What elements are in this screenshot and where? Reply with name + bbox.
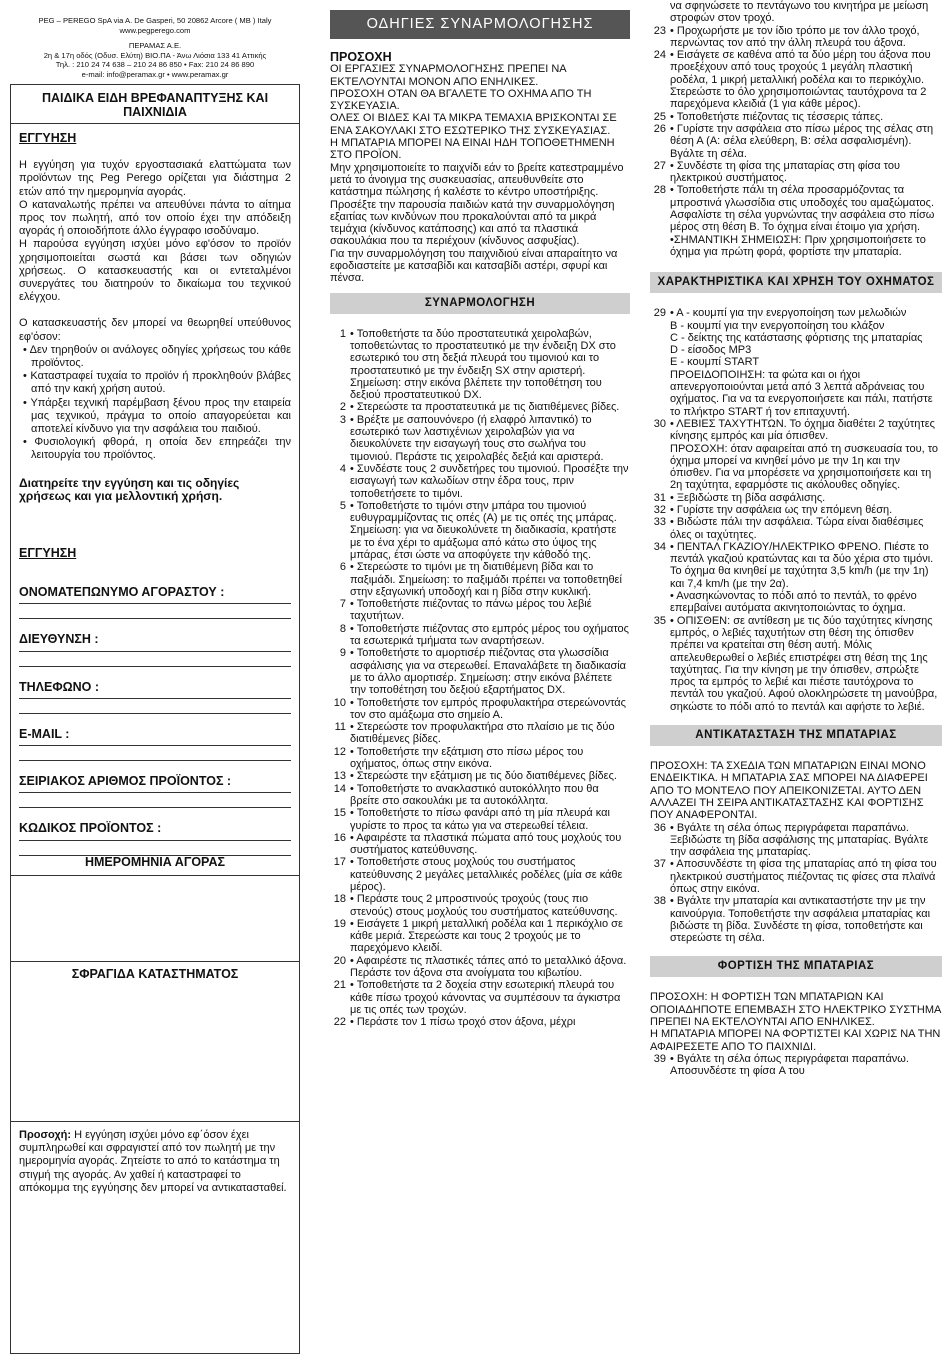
step-text: • Προχωρήστε με τον ίδιο τρόπο με τον άλλο τροχό, περνώντας τον από την άλλη πλευρά του άξονα. (670, 24, 920, 49)
form-field-line[interactable] (19, 604, 291, 619)
step-number: 19 (333, 917, 346, 930)
step-item (330, 1016, 630, 1028)
step-item (650, 615, 942, 713)
features-steps (650, 307, 942, 713)
caution-title: ΠΡΟΣΟΧΗ (330, 50, 392, 64)
step-text: • Τοποθετήστε τα 2 δοχεία στην εσωτερική πλευρά του κάθε πίσω τροχού κάνοντας να συμπέσουν τα άγκιστρα με τις οπές των τροχών. (350, 979, 621, 1016)
step-text: • Τοποθετήστε τον εμπρός προφυλακτήρα στερεώνοντάς τον στο αμάξωμα στο σημείο Α. (350, 696, 626, 721)
caution-line: ΟΙ ΕΡΓΑΣΙΕΣ ΣΥΝΑΡΜΟΛΟΓΗΣΗΣ ΠΡΕΠΕΙ ΝΑ ΕΚΤΕΛΟΥΝΤΑΙ ΜΟΝΟΝ ΑΠΟ ΕΝΗΛΙΚΕΣ. (330, 63, 567, 88)
step-number: 30 (653, 417, 666, 430)
assembly-heading: ΣΥΝΑΡΜΟΛΟΓΗΣΗ (330, 293, 630, 314)
form-field-label: E-MAIL : (19, 726, 70, 741)
caution-line: ΟΛΕΣ ΟΙ ΒΙΔΕΣ ΚΑΙ ΤΑ ΜΙΚΡΑ ΤΕΜΑΧΙΑ ΒΡΙΣΚΟΝΤΑΙ ΣΕ ΕΝΑ ΣΑΚΟΥΛΑΚΙ ΣΤΟ ΕΣΩΤΕΡΙΚΟ ΤΗΣ ΣΥΣΚΕΥΑΣΙΑΣ. (330, 112, 617, 137)
step-text: •ΣΗΜΑΝΤΙΚΗ ΣΗΜΕΙΩΣΗ: Πριν χρησιμοποιήσετε το όχημα για πρώτη φορά, φορτίστε την μπαταρία. (670, 233, 926, 258)
warranty-paragraph: Ο κατασκευαστής δεν μπορεί να θεωρηθεί υπεύθυνος εφ'όσον: (19, 317, 291, 343)
step-text: • Αφαιρέστε τις πλαστικές τάπες από το μεταλλικό άξονα. Περάστε τον άξονα στα ανοίγματα του κιβωτίου. (350, 954, 627, 980)
step-number: 6 (339, 561, 346, 574)
step-item (330, 463, 630, 500)
step-number: 38 (653, 895, 666, 908)
step-item (330, 414, 630, 463)
divider (11, 1121, 299, 1122)
charging-note: Η ΜΠΑΤΑΡΙΑ ΜΠΟΡΕΙ ΝΑ ΦΟΡΤΙΣΤΕΙ ΚΑΙ ΧΩΡΙΣ ΝΑ ΤΗΝ ΑΦΑΙΡΕΣΕΤΕ ΑΠΟ ΤΟ ΠΑΙΧΝΙΔΙ. (650, 1028, 941, 1053)
step-item (330, 918, 630, 955)
step-item (330, 955, 630, 980)
form-field-line[interactable] (19, 746, 291, 761)
step-item (330, 623, 630, 648)
step-text: • ΛΕΒΙΕΣ ΤΑΧΥΤΗΤΩΝ. Το όχημα διαθέτει 2 ταχύτητες κίνησης εμπρός και μία όπισθεν. ΠΡΟΣΟΧΗ: όταν αφαιρείται από τη συσκευασία του, το όχημα μπορεί να κινηθεί μόνο με την 1η και την όπισθεν. Για να μπορέσετε να χρησιμοποιήσετε και τη 2η ταχύτητα, εφαρμόστε τις ακόλουθες οδηγίες. (670, 417, 939, 492)
warranty-form-heading: ΕΓΓΥΗΣΗ (19, 546, 77, 561)
step-number: 15 (333, 807, 346, 820)
step-text: • Βγάλτε την μπαταρία και αντικαταστήστε την με την καινούργια. Τοποθετήστε την ασφάλεια μπαταρίας και βιδώστε τη βίδα. Συνδέστε τη φίσα, τοποθετήστε και στερεώστε τη σέλα. (670, 895, 931, 945)
exclusion-item: • Καταστραφεί τυχαία το προϊόν ή προκληθούν βλάβες από την κακή χρήση αυτού. (23, 370, 291, 396)
warranty-heading: ΕΓΓΥΗΣΗ (19, 131, 77, 145)
step-number: 39 (653, 1052, 666, 1065)
step-item (650, 49, 942, 110)
exclusion-item: • Φυσιολογική φθορά, η οποία δεν επηρεάζει την λειτουργία του προϊόντος. (23, 436, 291, 462)
step-item (650, 492, 942, 504)
exclusion-item: • Δεν τηρηθούν οι ανάλογες οδηγίες χρήσεως του κάθε προϊόντος. (23, 343, 291, 370)
warranty-paragraph: Η εγγύηση για τυχόν εργοστασιακά ελαττώματα των προϊόντων της Peg Perego ορίζεται για διάστημα 2 ετών από την ημερομηνία αγοράς. (19, 159, 291, 198)
step-item (650, 822, 942, 859)
step-item (330, 328, 630, 402)
step-number: 34 (653, 540, 666, 553)
step-item (650, 1053, 942, 1078)
step-number: 20 (333, 954, 346, 967)
step-number: 37 (653, 858, 666, 871)
step-number: 17 (333, 856, 346, 869)
step-item (650, 895, 942, 944)
step-item (330, 561, 630, 598)
form-field[interactable] (19, 728, 291, 761)
step-text: • Τοποθετήστε τα δύο προστατευτικά χειρολαβών, τοποθετώντας το προστατευτικό με την ένδειξη DX στο εσωτερικό του στη δεξιά πλευρά του τιμονιού και το προστατευτικό με την ένδειξη SX στην αριστερή. Σημείωση: στην εικόνα βλέπετε την τοποθέτηση του δεξιού προστατευτικού DX. (350, 327, 616, 402)
step-item (650, 234, 942, 259)
charging-heading: ΦΟΡΤΙΣΗ ΤΗΣ ΜΠΑΤΑΡΙΑΣ (650, 956, 942, 977)
step-item (650, 123, 942, 160)
step-item (330, 721, 630, 746)
step-text: • Τοποθετήστε πάλι τη σέλα προσαρμόζοντας τα μπροστινά γλωσσίδια στις υποδοχές του αμαξώματος. Ασφαλίστε τη σέλα γυρνώντας την ασφάλεια στο πίσω μέρος στη θέση Β. Το όχημα είναι έτοιμο για χρήση. (670, 184, 935, 234)
step-item (650, 25, 942, 50)
step-number: 31 (653, 491, 666, 504)
instructions-banner: ΟΔΗΓΙΕΣ ΣΥΝΑΡΜΟΛΟΓΗΣΗΣ (330, 10, 630, 39)
step-text: • Βιδώστε πάλι την ασφάλεια. Τώρα είναι διαθέσιμες όλες οι ταχύτητες. (670, 516, 924, 541)
warranty-exclusions-list (19, 344, 291, 463)
form-field-label: ΔΙΕΥΘΥΝΣΗ : (19, 632, 99, 647)
caution-line: Για την συναρμολόγηση του παιχνιδιού είναι απαραίτητο να εφοδιαστείτε με κατσαβίδι και κατσαβίδι αστέρι, σφυρί και πένσα. (330, 247, 618, 285)
step-number: 27 (653, 159, 666, 172)
purchase-date-heading: ΗΜΕΡΟΜΗΝΙΑ ΑΓΟΡΑΣ (84, 855, 225, 869)
step-item (650, 590, 942, 615)
step-item (650, 541, 942, 590)
step-text: • Γυρίστε την ασφάλεια ως την επόμενη θέση. (670, 503, 893, 516)
step-number: 3 (339, 413, 346, 426)
step-text: • Τοποθετήστε πιέζοντας στο εμπρός μέρος του οχήματος τα εσωτερικά τμήματα των αναρτήσεων. (350, 622, 629, 648)
step-item (330, 770, 630, 782)
keep-warranty-notice: Διατηρείτε την εγγύηση και τις οδηγίες χρήσεως και για μελλοντική χρήση. (19, 475, 240, 503)
form-field[interactable] (19, 681, 291, 714)
form-field-label: ΚΩΔΙΚΟΣ ΠΡΟΪΟΝΤΟΣ : (19, 821, 162, 836)
step-number: 28 (653, 184, 666, 197)
step-text: • Τοποθετήστε το αμορτισέρ πιέζοντας στα γλωσσίδια ασφάλισης για να στερεωθεί. Επαναλάβετε τη διαδικασία με το άλλο αμορτισέρ. Σημείωση: στην εικόνα βλέπετε την τοποθέτηση του δεξιού εξαρτήματος DX. (350, 647, 627, 697)
step-item (650, 516, 942, 541)
note-label: Προσοχή: (19, 1129, 72, 1141)
step-item (650, 184, 942, 233)
step-item (330, 856, 630, 893)
step-number: 16 (333, 831, 346, 844)
warranty-paragraph: Η παρούσα εγγύηση ισχύει μόνο εφ'όσον το προϊόν χρησιμοποιείται σωστά και βάσει των οδηγιών χρήσεως. Ο κατασκευαστής και οι εντεταλμένοι συνεργάτες του διατηρούν το δικαίωμα του τεχνικού ελέγχου. (19, 238, 291, 304)
step-number: 7 (339, 598, 346, 611)
step-number: 2 (339, 401, 346, 414)
exclusion-item: • Υπάρξει τεχνική παρέμβαση ξένου προς την εταιρεία μας τεχνικού, πράγμα το οποίο απαγορεύεται και αποτελεί κίνδυνο για την ασφάλεια του παιδιού. (23, 396, 291, 436)
step-item (330, 500, 630, 561)
divider (11, 961, 299, 962)
step-text: • Περάστε τους 2 μπροστινούς τροχούς (τους πιο στενούς) στους μοχλούς του συστήματος κατεύθυνσης. (350, 893, 618, 918)
form-field-line[interactable] (19, 652, 291, 667)
step-text: • Ξεβιδώστε τη βίδα ασφάλισης. (670, 491, 826, 504)
step-number: 26 (653, 122, 666, 135)
distributor-name: ΠΕΡΑΜΑΣ Α.Ε. (128, 41, 182, 50)
step-item (330, 697, 630, 722)
step-item (330, 783, 630, 808)
step-number: 13 (333, 770, 346, 783)
step-number: 4 (339, 462, 346, 475)
store-stamp-heading: ΣΦΡΑΓΙΔΑ ΚΑΤΑΣΤΗΜΑΤΟΣ (71, 967, 239, 981)
warranty-form (19, 586, 291, 855)
caution-line: Προσέξτε την παρουσία παιδιών κατά την συναρμολόγηση εξαιτίας των κινδύνων που προκαλούνται από τα μικρά τεμάχια (κίνδυνος κατάποσης) και από τα πλαστικά σακουλάκια που τα περιέχουν (κίνδυνος ασφυξίας). (330, 198, 615, 248)
charging-steps (650, 1053, 942, 1078)
step-item (650, 418, 942, 492)
caution-line: Μην χρησιμοποιείτε το παιχνίδι εάν το βρείτε κατεστραμμένο μετά το άνοιγμα της συσκευασίας, απευθυνθείτε στο κατάστημα πώλησης ή καλέστε το κέντρο υποστήριξης. (330, 161, 624, 199)
step-number: 8 (339, 622, 346, 635)
step-number: 32 (653, 503, 666, 516)
step-number: 29 (653, 307, 666, 320)
step-item (650, 111, 942, 123)
step-number: 14 (333, 782, 346, 795)
step-item (650, 504, 942, 516)
step-item (650, 858, 942, 895)
step-text: • ΠΕΝΤΑΛ ΓΚΑΖΙΟΥ/ΗΛΕΚΤΡΙΚΟ ΦΡΕΝΟ. Πιέστε το πεντάλ γκαζιού κρατώντας και τα δύο χέρια στο τιμόνι. Το όχημα θα κινηθεί με ταχύτητα 3,5 km/h (με την 1η) και 7,4 km/h (με την 2α). (670, 540, 934, 590)
usage-column (650, 0, 942, 1360)
distributor-phone: Τηλ. : 210 24 74 638 – 210 24 86 850 • Fax: 210 24 86 890 (55, 60, 255, 69)
form-field[interactable] (19, 822, 291, 855)
battery-replacement-caution: ΠΡΟΣΟΧΗ: ΤΑ ΣΧΕΔΙΑ ΤΩΝ ΜΠΑΤΑΡΙΩΝ ΕΙΝΑΙ ΜΟΝΟ ΕΝΔΕΙΚΤΙΚΑ. Η ΜΠΑΤΑΡΙΑ ΣΑΣ ΜΠΟΡΕΙ ΝΑ ΔΙΑΦΕΡΕΙ ΑΠΟ ΤΟ ΜΟΝΤΕΛΟ ΠΟΥ ΑΠΕΙΚΟΝΙΖΕΤΑΙ. ΑΥΤΟ ΔΕΝ ΑΛΛΑΖΕΙ ΤΗ ΣΕΙΡΑ ΑΝΤΙΚΑΤΑΣΤΑΣΗΣ ΚΑΙ ΦΟΡΤΙΣΗΣ ΠΟΥ ΑΝΑΦΕΡΟΝΤΑΙ. (650, 760, 928, 822)
divider (11, 875, 299, 876)
step-text: • Εισάγετε σε καθένα από τα δύο μέρη του άξονα που προεξέχουν από τους τροχούς 1 μεγάλη πλαστική ροδέλα, 1 μικρή μεταλλική ροδέλα και το περικόχλιο. Στερεώστε το όλο χρησιμοποιώντας ταυτόχρονα τα 2 παρεχόμενα κλειδιά (1 για κάθε μέρος). (670, 49, 931, 111)
step-number: 10 (333, 696, 346, 709)
step-text: • Στερεώστε το τιμόνι με τη διατιθέμενη βίδα και το παξιμάδι. Σημείωση: το παξιμάδι πρέπει να τοποθετηθεί στην εξαγωνική υποδοχή και η βίδα στην κυκλική. (350, 561, 622, 598)
distributor-address: 2η & 17η οδός (Οδυσ. Ελύτη) ΒΙΟ.ΠΑ - Άνω Λιόσια 133 41 Αττικής (43, 50, 267, 60)
step-text: • Στερεώστε τα προστατευτικά με τις διατιθέμενες βίδες. (350, 401, 620, 414)
step-text: • Αφαιρέστε τα πλαστικά πώματα από τους μοχλούς του συστήματος κατεύθυνσης. (350, 831, 622, 857)
step-item (330, 832, 630, 857)
step-item (330, 401, 630, 413)
warranty-note (19, 1129, 291, 1195)
caution-line: ΠΡΟΣΟΧΗ ΟΤΑΝ ΘΑ ΒΓΑΛΕΤΕ ΤΟ ΟΧΗΜΑ ΑΠΟ ΤΗ ΣΥΣΚΕΥΑΣΙΑ. (330, 87, 592, 113)
step-text: • A - κουμπί για την ενεργοποίηση των μελωδιών B - κουμπί για την ενεργοποίηση του κλάξον C - δείκτης της κατάστασης φόρτισης της μπαταρίας D - είσοδος MP3 E - κουμπί START ΠΡΟΕΙΔΟΠΟΙΗΣΗ: τα φώτα και οι ήχοι απενεργοποιούνται μετά από 3 λεπτά αδράνειας του οχήματος. Για να τα ενεργοποιήσετε και πάλι, πατήστε το πλήκτρο START ή τον επιταχυντή. (670, 307, 933, 418)
form-field-line[interactable] (19, 841, 291, 856)
form-field-line[interactable] (19, 699, 291, 714)
step-text: • Τοποθετήστε το πίσω φανάρι από τη μία πλευρά και γυρίστε το προς τα κάτω για να στερεωθεί τέλεια. (350, 807, 610, 832)
step-item (330, 979, 630, 1016)
warranty-card (10, 84, 300, 1354)
step-number: 25 (653, 110, 666, 123)
caution-text (330, 63, 630, 284)
assembly-steps (330, 328, 630, 1029)
form-field[interactable] (19, 775, 291, 808)
step-text: • Τοποθετήστε πιέζοντας το πάνω μέρος του λεβιέ ταχυτήτων. (350, 598, 592, 623)
product-category-title: ΠΑΙΔΙΚΑ ΕΙΔΗ ΒΡΕΦΑΝΑΠΤΥΞΗΣ ΚΑΙ ΠΑΙΧΝΙΔΙΑ (11, 85, 299, 124)
step-item (330, 647, 630, 696)
form-field[interactable] (19, 586, 291, 619)
step-text: • Τοποθετήστε το τιμόνι στην μπάρα του τιμονιού ευθυγραμμίζοντας τις οπές (Α) με τις οπές της μπάρας. Σημείωση: για να διευκολύνετε τη διαδικασία, κρατήστε με το ένα χέρι το αμάξωμα από κάτω στο ύψος της μπάρας, έτσι ώστε να αποφύγετε την κάθοδό της. (350, 499, 617, 561)
company-info (10, 0, 300, 79)
distributor-email: e-mail: info@peramax.gr • www.peramax.gr (81, 69, 229, 79)
features-heading: ΧΑΡΑΚΤΗΡΙΣΤΙΚΑ ΚΑΙ ΧΡΗΣΗ ΤΟΥ ΟΧΗΜΑΤΟΣ (650, 272, 942, 293)
step-continuation: να σφηνώσετε το πεντάγωνο του κινητήρα με μείωση στροφών στον τροχό. (670, 0, 929, 25)
caution-line: Η ΜΠΑΤΑΡΙΑ ΜΠΟΡΕΙ ΝΑ ΕΙΝΑΙ ΗΔΗ ΤΟΠΟΘΕΤΗΜΕΝΗ ΣΤΟ ΠΡΟΪΟΝ. (330, 137, 615, 162)
step-item (330, 893, 630, 918)
step-number: 9 (339, 647, 346, 660)
battery-replacement-steps (650, 822, 942, 945)
step-text: • Ανασηκώνοντας το πόδι από το πεντάλ, το φρένο επεμβαίνει αυτόματα ακινητοποιώντας το όχημα. (670, 590, 917, 615)
step-number: 33 (653, 516, 666, 529)
step-number: 18 (333, 893, 346, 906)
step-item (650, 160, 942, 185)
step-text: • Βγάλτε τη σέλα όπως περιγράφεται παραπάνω. Αποσυνδέστε τη φίσα A του (670, 1052, 909, 1078)
step-text: • Τοποθετήστε το ανακλαστικό αυτοκόλλητο που θα βρείτε στο σακουλάκι με τα αυτοκόλλητα. (350, 782, 599, 807)
step-text: • Τοποθετήστε την εξάτμιση στο πίσω μέρος του οχήματος, όπως στην εικόνα. (350, 745, 584, 771)
step-text: • Αποσυνδέστε τη φίσα της μπαταρίας από τη φίσα του ηλεκτρικού συστήματος πιέζοντας τις φίσες στα πλαϊνά όπως στην εικόνα. (670, 858, 937, 895)
step-number: 24 (653, 49, 666, 62)
step-item (650, 307, 942, 418)
note-text: Η εγγύηση ισχύει μόνο εφ΄όσον έχει συμπληρωθεί και σφραγιστεί από τον πωλητή με την ημερομηνία αγοράς. Ζητείστε το από το κατάστημα τη στιγμή της αγοράς. Αν χαθεί ή καταστραφεί το απόκομμα της εγγύησης δεν μπορεί να αντικατασταθεί. (19, 1129, 287, 1194)
step-text: • Βγάλτε τη σέλα όπως περιγράφεται παραπάνω. Ξεβιδώστε τη βίδα ασφάλισης της μπαταρίας. Βγάλτε την ασφάλεια της μπαταρίας. (670, 821, 929, 859)
battery-replacement-heading: ΑΝΤΙΚΑΤΑΣΤΑΣΗ ΤΗΣ ΜΠΑΤΑΡΙΑΣ (650, 725, 942, 746)
form-field-line[interactable] (19, 793, 291, 808)
form-field-label: ΟΝΟΜΑΤΕΠΩΝΥΜΟ ΑΓΟΡΑΣΤΟΥ : (19, 585, 225, 600)
step-number: 11 (334, 721, 346, 734)
step-text: • Βρέξτε με σαπουνόνερο (ή ελαφρό λιπαντικό) το εσωτερικό των λαστιχένιων χειρολαβών για να διευκολύνετε την εισαγωγή τους στο σωλήνα του τιμονιού. Περάστε τις χειρολαβές δεξιά και αριστερά. (350, 413, 604, 463)
step-text: • Στερεώστε τον προφυλακτήρα στο πλαίσιο με τις δύο διατιθέμενες βίδες. (350, 721, 615, 746)
step-text: • Περάστε τον 1 πίσω τροχό στον άξονα, μέχρι (350, 1016, 576, 1029)
step-item (330, 807, 630, 832)
step-item (330, 746, 630, 771)
step-item (330, 598, 630, 623)
step-text: • Εισάγετε 1 μικρή μεταλλική ροδέλα και 1 περικόχλιο σε κάθε μεριά. Στερεώστε και τους 2 τροχούς με το παρεχόμενο κλειδί. (350, 917, 623, 955)
step-text: • Συνδέστε τους 2 συνδετήρες του τιμονιού. Προσέξτε την εισαγωγή των καλωδίων στην έδρα τους, πριν τοποθετήσετε το τιμόνι. (350, 462, 629, 500)
step-text: • Συνδέστε τη φίσα της μπαταρίας στη φίσα του ηλεκτρικού συστήματος. (670, 159, 900, 185)
form-field-label: ΤΗΛΕΦΩΝΟ : (19, 679, 100, 694)
step-text: • Γυρίστε την ασφάλεια στο πίσω μέρος της σέλας στη θέση Α (Α: σέλα ελεύθερη, Β: σέλα ασφαλισμένη). Βγάλτε τη σέλα. (670, 122, 934, 160)
step-number: 22 (333, 1016, 346, 1029)
company-website: www.pegperego.com (119, 25, 191, 35)
step-number: 23 (653, 24, 666, 37)
step-number: 5 (339, 499, 346, 512)
charging-caution: ΠΡΟΣΟΧΗ: Η ΦΟΡΤΙΣΗ ΤΩΝ ΜΠΑΤΑΡΙΩΝ ΚΑΙ ΟΠΟΙΑΔΗΠΟΤΕ ΕΠΕΜΒΑΣΗ ΣΤΟ ΗΛΕΚΤΡΙΚΟ ΣΥΣΤΗΜΑ ΠΡΕΠΕΙ ΝΑ ΕΚΤΕΛΟΥΝΤΑΙ ΑΠΟ ΕΝΗΛΙΚΕΣ. (650, 991, 941, 1029)
step-text: • Τοποθετήστε πιέζοντας τις τέσσερις τάπες. (670, 110, 884, 123)
step-number: 21 (333, 979, 346, 992)
warranty-paragraph: Ο καταναλωτής πρέπει να απευθύνει πάντα το αίτημα προς τον πωλητή, από τον οποίο έχει την απόδειξη αγοράς ή οποιοδήποτε άλλο έγγραφο ισοδύναμο. (19, 198, 291, 238)
step-number: 12 (333, 745, 346, 758)
step-number: 35 (653, 614, 666, 627)
step-text: • Στερεώστε την εξάτμιση με τις δύο διατιθέμενες βίδες. (350, 770, 617, 783)
company-address: PEG – PEREGO SpA via A. De Gasperi, 50 20862 Arcore ( MB ) Italy (38, 16, 272, 25)
assembly-column (330, 0, 630, 1360)
step-text: • ΟΠΙΣΘΕΝ: σε αντίθεση με τις δύο ταχύτητες κίνησης εμπρός, ο λεβιές ταχυτήτων στη θέση της όπισθεν πρέπει να κρατείται στη θέση αυτή. Μόλις απελευθερωθεί ο λεβιές επιστρέφει στη θέση της 1ης ταχύτητας. Για την κίνηση με την όπισθεν, σπρώξτε προς τα εμπρός το λεβιέ και πιέστε ταυτόχρονα το πεντάλ του γκαζιού. Αφού ολοκληρώσετε τη μανούβρα, σηκώστε το πόδι από το πεντάλ και αφήστε το λεβιέ. (670, 614, 938, 713)
step-number: 1 (339, 327, 346, 340)
step-text: • Τοποθετήστε στους μοχλούς του συστήματος κατεύθυνσης 2 μεγάλες μεταλλικές ροδέλες (μία σε κάθε μέρος). (350, 856, 623, 893)
step-number: 36 (653, 821, 666, 834)
form-field-label: ΣΕΙΡΙΑΚΟΣ ΑΡΙΘΜΟΣ ΠΡΟΪΟΝΤΟΣ : (19, 774, 232, 789)
form-field[interactable] (19, 633, 291, 666)
warranty-column (10, 0, 300, 1360)
assembly-steps-continued (650, 25, 942, 259)
